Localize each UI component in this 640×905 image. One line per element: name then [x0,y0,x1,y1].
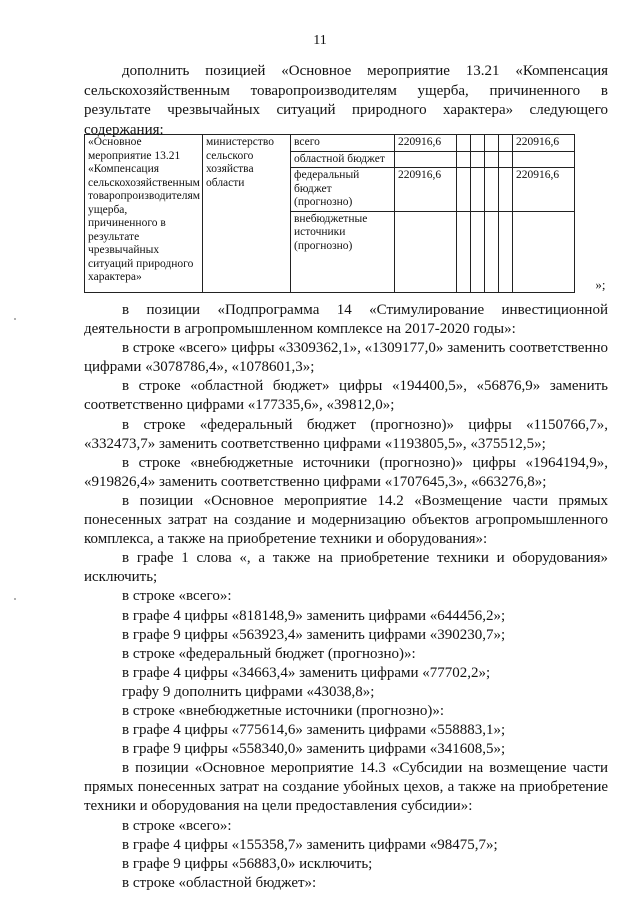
body-paragraph: в графе 4 цифры «155358,7» заменить цифрами «98475,7»; [122,836,498,853]
table-cell-total [395,211,457,292]
table-cell-total: 220916,6 [395,135,457,152]
body-paragraph: в графе 9 цифры «558340,0» заменить цифрами «341608,5»; [122,741,506,758]
scan-speck [14,318,16,320]
table-cell-total: 220916,6 [395,168,457,212]
page-number: 11 [313,33,327,48]
table-end-mark: »; [575,135,609,293]
body-paragraph: в позиции «Подпрограмма 14 «Стимулирование инвестиционной деятельности в агропромышленном комплексе на 2017-2020 годы»: [84,302,608,338]
body-paragraph: в графе 4 цифры «34663,4» заменить цифрами «77702,2»; [122,664,491,681]
body-paragraph: в позиции «Основное мероприятие 14.3 «Субсидии на возмещение части прямых понесенных затрат на создание убойных цехов, а также на приобретение техники и оборудования на цели предоставления субсидии»: [84,760,608,815]
body-paragraph: в графе 9 цифры «563923,4» заменить цифрами «390230,7»; [122,626,506,643]
table-cell-source: федеральный бюджет (прогнозно) [291,168,395,212]
body-paragraph: в строке «всего»: [122,588,232,605]
table-cell-executor: министерство сельского хозяйства области [203,135,291,293]
body-paragraph: в строке «областной бюджет» цифры «194400,5», «56876,9» заменить соответственно цифрами «177335,6», «39812,0»; [84,378,608,414]
body-paragraph: в графе 1 слова «, а также на приобретение техники и оборудования» исключить; [84,550,608,586]
insert-table [84,134,609,293]
body-paragraph: в позиции «Основное мероприятие 14.2 «Возмещение части прямых понесенных затрат на создание и модернизацию объектов агропромышленного комплекса, а также на приобретение техники и оборудования»: [84,492,608,548]
table-row [85,135,609,152]
scan-speck [14,598,16,600]
body-paragraph: в графе 9 цифры «56883,0» исключить; [122,855,373,872]
body-paragraph: в строке «федеральный бюджет (прогнозно)» цифры «1150766,7», «332473,7» заменить соответственно цифрами «1193805,5», «375512,5»; [84,416,608,452]
table-cell-total [395,151,457,168]
body-paragraph: в строке «федеральный бюджет (прогнозно)»: [122,645,416,662]
table-cell-source: всего [291,135,395,152]
table-cell-year [513,211,575,292]
table-cell-year: 220916,6 [513,168,575,212]
table-cell-year [513,151,575,168]
body-paragraph: в строке «всего» цифры «3309362,1», «1309177,0» заменить соответственно цифрами «3078786,4», «1078601,3»; [84,340,608,376]
body-paragraph: в графе 4 цифры «775614,6» заменить цифрами «558883,1»; [122,722,506,739]
body-paragraph: в строке «внебюджетные источники (прогнозно)» цифры «1964194,9», «919826,4» заменить соответственно цифрами «1707645,3», «663276,8»; [84,454,608,490]
table-cell-year: 220916,6 [513,135,575,152]
body-paragraph: в строке «всего»: [122,817,232,834]
table-cell-source: областной бюджет [291,151,395,168]
body-paragraph: в строке «внебюджетные источники (прогнозно)»: [122,702,445,719]
intro-paragraph: дополнить позицией «Основное мероприятие 13.21 «Компенсация сельскохозяйственным товаропроизводителям ущерба, причиненного в результате чрезвычайных ситуаций природного характера» следующего содержания: [84,63,608,138]
table-cell-source: внебюджетные источники (прогнозно) [291,211,395,292]
document-body [84,301,608,893]
table-cell-name: «Основное мероприятие 13.21 «Компенсация сельскохозяйственным товаропроизводителям ущерба, причиненного в результате чрезвычайных ситуаций природного характера» [85,135,203,293]
body-paragraph: в графе 4 цифры «818148,9» заменить цифрами «644456,2»; [122,607,506,624]
body-paragraph: графу 9 дополнить цифрами «43038,8»; [122,683,375,700]
body-paragraph: в строке «областной бюджет»: [122,874,317,891]
